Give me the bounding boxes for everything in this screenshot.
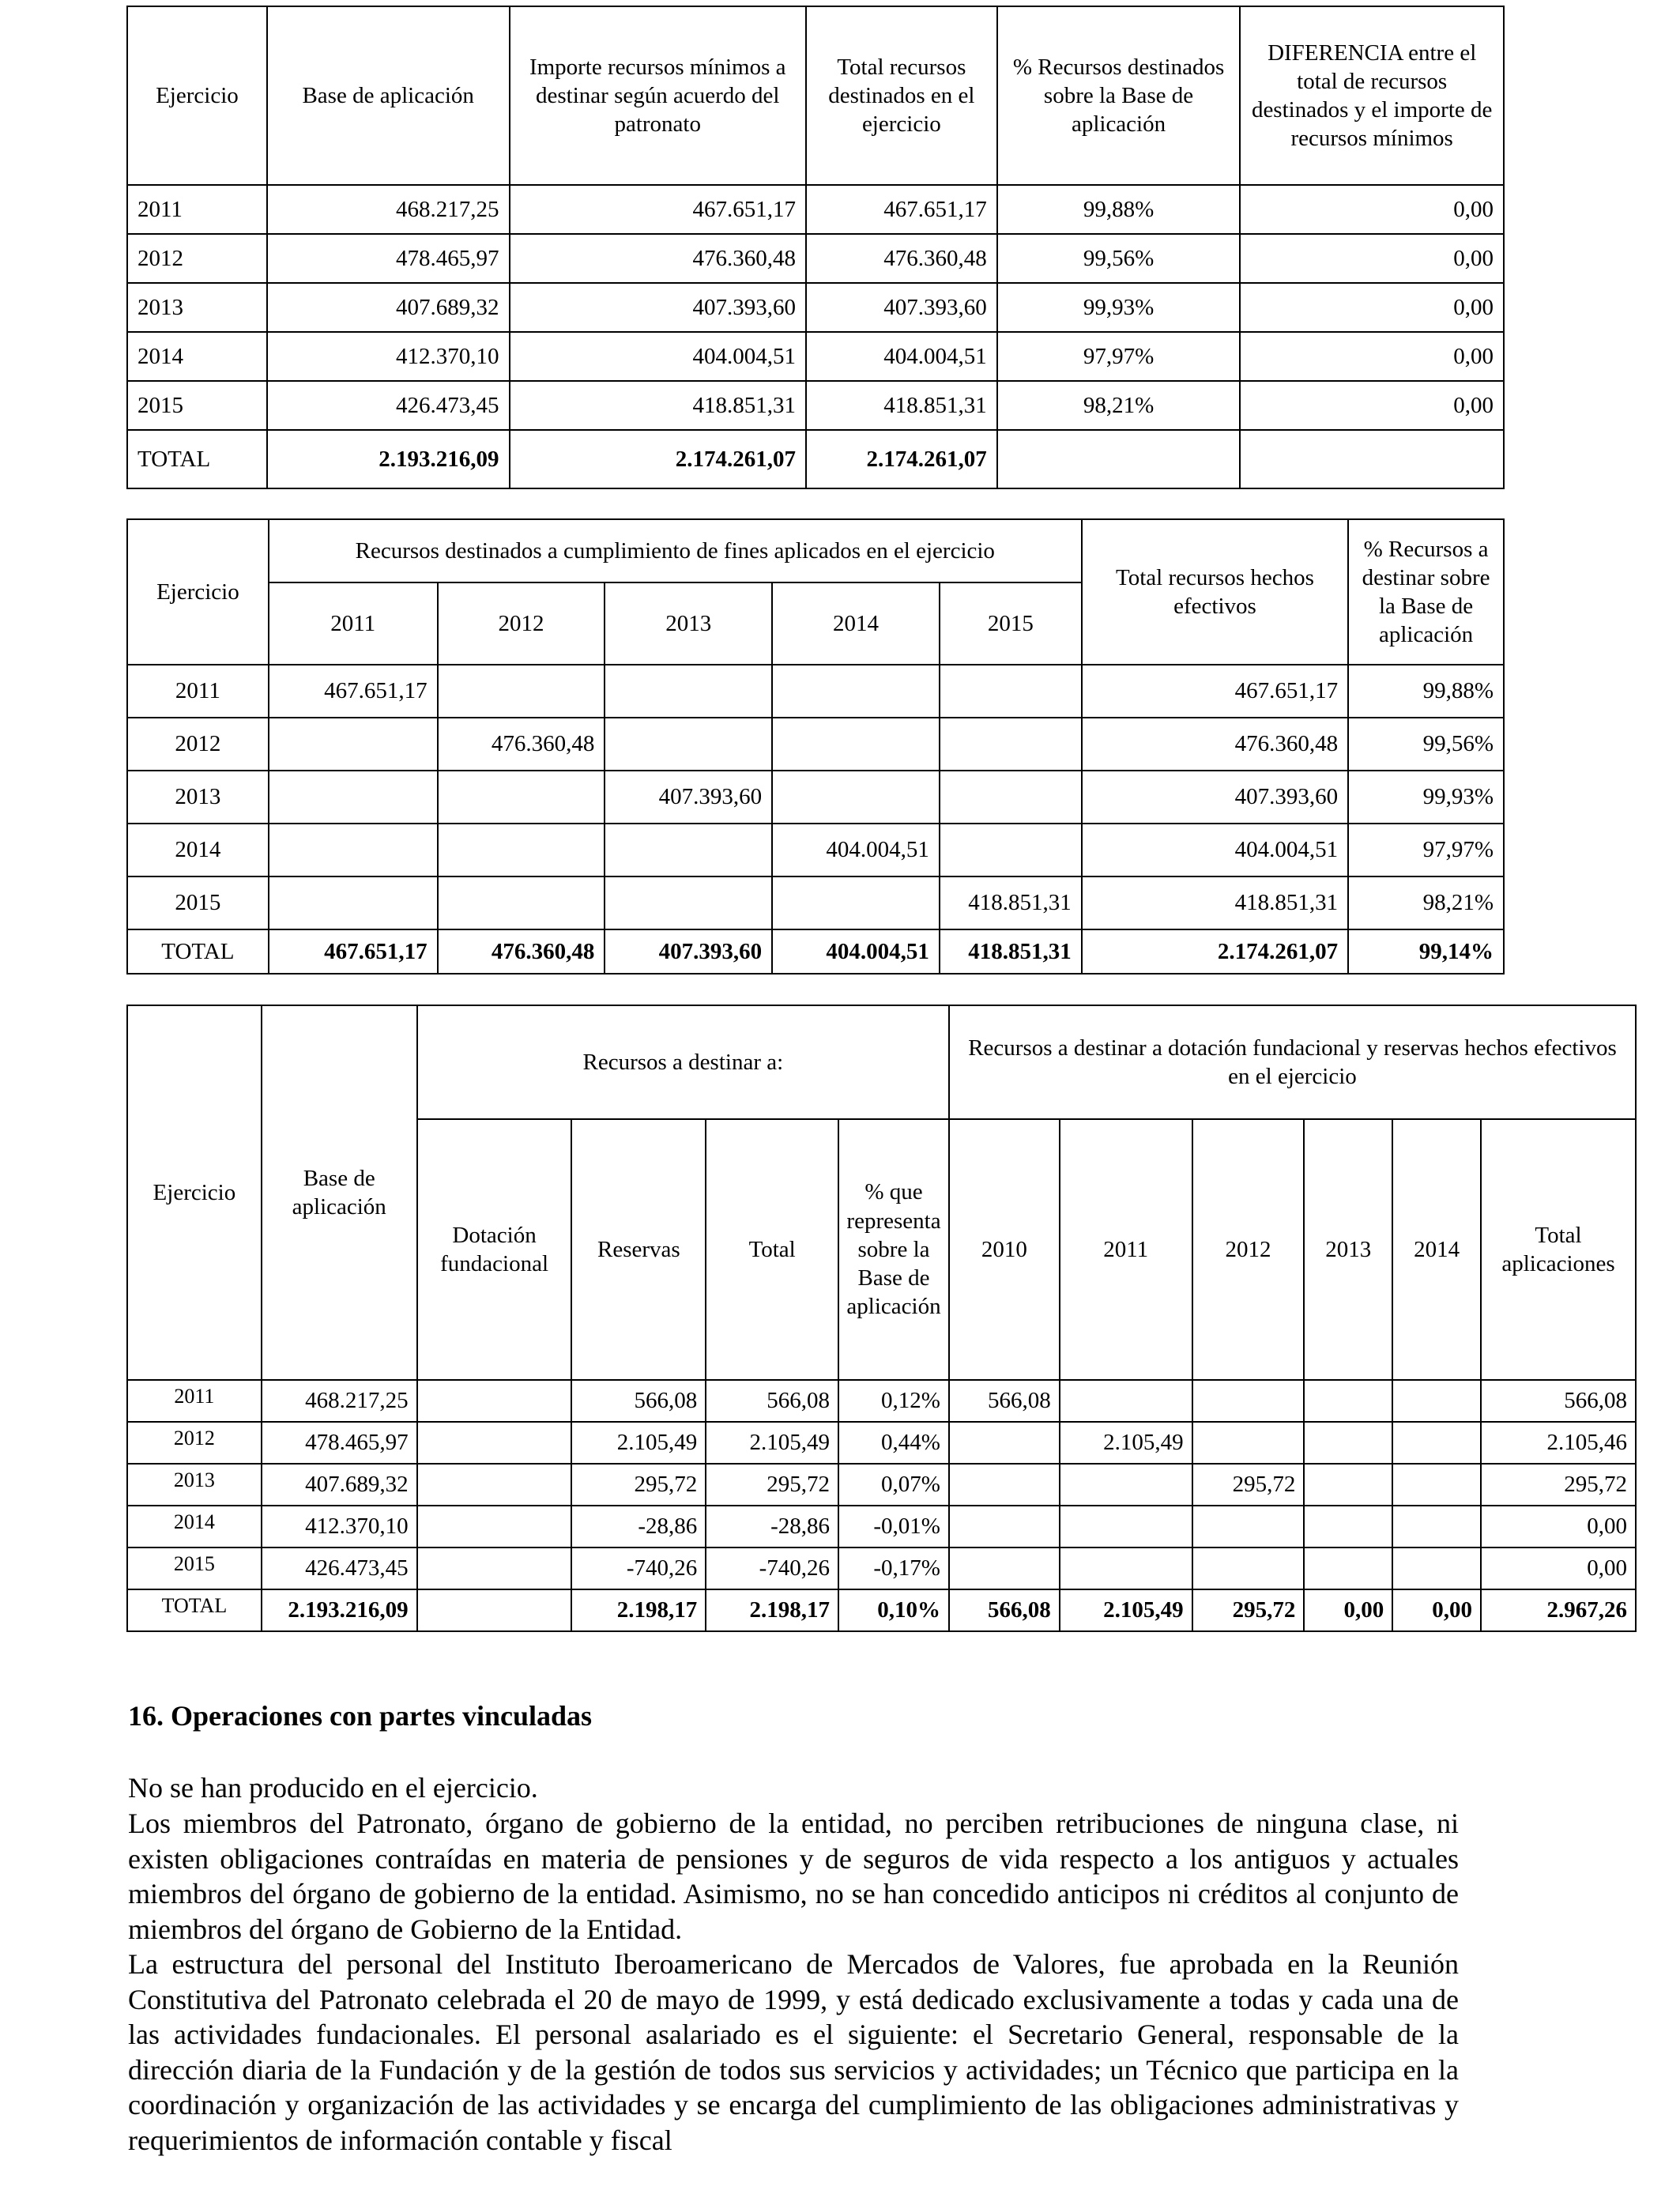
cell-value (1060, 1506, 1192, 1547)
table-header-row (127, 1005, 1636, 1119)
table-header-row (127, 519, 1504, 582)
table-row (127, 1547, 1636, 1589)
table-row (127, 234, 1504, 283)
cell-pct: 99,56% (1348, 718, 1504, 771)
cell-pct: 97,97% (997, 332, 1241, 381)
table-row (127, 1506, 1636, 1547)
header-year: 2010 (949, 1119, 1060, 1380)
header-ejercicio: Ejercicio (127, 6, 267, 185)
cell-value (1392, 1380, 1481, 1422)
header-year: 2013 (1304, 1119, 1392, 1380)
cell-value (1192, 1422, 1305, 1464)
cell-value (1304, 1547, 1392, 1589)
cell-value: 467.651,17 (1082, 665, 1348, 718)
cell-value: 0,00 (1240, 234, 1504, 283)
header-base: Base de aplicación (262, 1005, 417, 1380)
cell-total (1240, 430, 1504, 488)
cell-pct: 99,88% (1348, 665, 1504, 718)
cell-value (605, 824, 772, 876)
cell-total (417, 1589, 572, 1631)
cell-year: 2015 (127, 381, 267, 430)
cell-total: 467.651,17 (269, 929, 438, 974)
cell-total: 0,00 (1304, 1589, 1392, 1631)
cell-value: 476.360,48 (806, 234, 997, 283)
header-pct-destinar: % Recursos a destinar sobre la Base de aplicación (1348, 519, 1504, 665)
header-year: 2011 (1060, 1119, 1192, 1380)
cell-value (772, 771, 940, 824)
cell-value (772, 718, 940, 771)
header-total-aplicaciones: Total aplicaciones (1481, 1119, 1636, 1380)
cell-total: 2.193.216,09 (262, 1589, 417, 1631)
cell-value: 407.393,60 (510, 283, 806, 332)
cell-total-label: TOTAL (127, 430, 267, 488)
cell-year: 2014 (127, 824, 269, 876)
cell-value: 295,72 (706, 1464, 838, 1506)
cell-year: 2011 (127, 185, 267, 234)
cell-pct: -0,17% (838, 1547, 949, 1589)
cell-total: 407.393,60 (605, 929, 772, 974)
cell-value: 2.105,49 (706, 1422, 838, 1464)
cell-year: 2014 (127, 332, 267, 381)
header-total-hechos: Total recursos hechos efectivos (1082, 519, 1348, 665)
header-ejercicio: Ejercicio (127, 519, 269, 665)
cell-total (997, 430, 1241, 488)
cell-value: 566,08 (1481, 1380, 1636, 1422)
cell-value (949, 1547, 1060, 1589)
cell-value: 566,08 (571, 1380, 706, 1422)
cell-value (417, 1506, 572, 1547)
header-year: 2012 (438, 582, 605, 665)
cell-value: 478.465,97 (262, 1422, 417, 1464)
table-row (127, 718, 1504, 771)
cell-value: 407.689,32 (262, 1464, 417, 1506)
header-year: 2011 (269, 582, 438, 665)
cell-year: 2012 (127, 1422, 262, 1464)
cell-value (940, 771, 1082, 824)
paragraph-patronato: Los miembros del Patronato, órgano de gobierno de la entidad, no perciben retribuciones de ninguna clase, ni existen obligaciones contraídas en materia de pensiones y de seguros de vida respecto a los antiguos y actuales miembros del órgano de gobierno de la entidad. Asimismo, no se han concedido anticipos ni créditos al conjunto de miembros del órgano de Gobierno de la Entidad. (128, 1808, 1459, 1945)
table-header-row (127, 6, 1504, 185)
cell-pct: 97,97% (1348, 824, 1504, 876)
cell-value: 0,00 (1240, 381, 1504, 430)
cell-value: 476.360,48 (510, 234, 806, 283)
cell-pct: 0,44% (838, 1422, 949, 1464)
cell-value (1392, 1422, 1481, 1464)
cell-pct: 99,93% (997, 283, 1241, 332)
header-base: Base de aplicación (267, 6, 510, 185)
cell-value: -740,26 (706, 1547, 838, 1589)
table-row (127, 876, 1504, 929)
cell-value: 0,00 (1240, 185, 1504, 234)
cell-value: 418.851,31 (940, 876, 1082, 929)
cell-value: 566,08 (706, 1380, 838, 1422)
cell-value: 2.105,49 (571, 1422, 706, 1464)
cell-value (1060, 1547, 1192, 1589)
cell-total: 0,10% (838, 1589, 949, 1631)
cell-pct: 98,21% (997, 381, 1241, 430)
cell-value (1192, 1547, 1305, 1589)
cell-value: 476.360,48 (1082, 718, 1348, 771)
cell-value (1304, 1422, 1392, 1464)
table-row (127, 1422, 1636, 1464)
cell-value (438, 824, 605, 876)
cell-value (1304, 1506, 1392, 1547)
header-reservas: Reservas (571, 1119, 706, 1380)
cell-value: 478.465,97 (267, 234, 510, 283)
cell-value (1392, 1506, 1481, 1547)
cell-value (417, 1380, 572, 1422)
table-fines-aplicados (126, 518, 1505, 974)
paragraph-personal: La estructura del personal del Instituto Iberoamericano de Mercados de Valores, fue aprobada en la Reunión Constitutiva del Patronato celebrada el 20 de mayo de 1999, y está dedicado exclusivamente a todas y cada una de las actividades fundacionales. El personal asalariado es el siguiente: el Secretario General, responsable de la dirección diaria de la Fundación y de la gestión de todos sus servicios y actividades; un Técnico que participa en la coordinación y organización de las actividades y se encarga del cumplimiento de las obligaciones administrativas y requerimientos de información contable y fiscal (128, 1948, 1459, 2156)
table-row (127, 283, 1504, 332)
paragraph-no-operations: No se han producido en el ejercicio. (128, 1772, 538, 1804)
table-total-row (127, 929, 1504, 974)
cell-value (1392, 1464, 1481, 1506)
section-heading: 16. Operaciones con partes vinculadas (128, 1700, 593, 1732)
cell-value: 468.217,25 (262, 1380, 417, 1422)
cell-value (269, 718, 438, 771)
table-dotacion-reservas (126, 1005, 1637, 1632)
cell-value: 407.393,60 (1082, 771, 1348, 824)
cell-value: 418.851,31 (1082, 876, 1348, 929)
cell-value (1192, 1506, 1305, 1547)
cell-value: 404.004,51 (772, 824, 940, 876)
header-total-destinados: Total recursos destinados en el ejercicio (806, 6, 997, 185)
cell-total: 2.174.261,07 (510, 430, 806, 488)
cell-total: 418.851,31 (940, 929, 1082, 974)
cell-value (772, 876, 940, 929)
cell-value: 476.360,48 (438, 718, 605, 771)
cell-year: 2015 (127, 1547, 262, 1589)
table-row (127, 824, 1504, 876)
table-row (127, 1380, 1636, 1422)
cell-value (949, 1464, 1060, 1506)
cell-value: 295,72 (1192, 1464, 1305, 1506)
cell-total: 99,14% (1348, 929, 1504, 974)
cell-value (605, 876, 772, 929)
cell-value: -28,86 (706, 1506, 838, 1547)
cell-value: 404.004,51 (510, 332, 806, 381)
header-group-recursos: Recursos a destinar a: (417, 1005, 949, 1119)
header-group-fines: Recursos destinados a cumplimiento de fines aplicados en el ejercicio (269, 519, 1082, 582)
table-total-row (127, 1589, 1636, 1631)
cell-value: -740,26 (571, 1547, 706, 1589)
cell-value (605, 665, 772, 718)
cell-total: 0,00 (1392, 1589, 1481, 1631)
header-year: 2014 (1392, 1119, 1481, 1380)
cell-value: 2.105,49 (1060, 1422, 1192, 1464)
cell-total: 2.174.261,07 (806, 430, 997, 488)
cell-value (1304, 1380, 1392, 1422)
table-row (127, 332, 1504, 381)
cell-value: 412.370,10 (267, 332, 510, 381)
table-total-row (127, 430, 1504, 488)
cell-value: 295,72 (571, 1464, 706, 1506)
cell-pct: 98,21% (1348, 876, 1504, 929)
cell-year: 2014 (127, 1506, 262, 1547)
header-total: Total (706, 1119, 838, 1380)
cell-value (417, 1464, 572, 1506)
cell-value: 418.851,31 (806, 381, 997, 430)
cell-value: 468.217,25 (267, 185, 510, 234)
cell-value (438, 665, 605, 718)
header-diferencia: DIFERENCIA entre el total de recursos destinados y el importe de recursos mínimos (1240, 6, 1504, 185)
cell-value: 407.393,60 (806, 283, 997, 332)
cell-total: 2.193.216,09 (267, 430, 510, 488)
cell-value: 467.651,17 (269, 665, 438, 718)
cell-value (940, 665, 1082, 718)
cell-value (772, 665, 940, 718)
cell-total: 404.004,51 (772, 929, 940, 974)
header-group-dotacion: Recursos a destinar a dotación fundacional y reservas hechos efectivos en el ejercicio (949, 1005, 1636, 1119)
header-pct-recursos: % Recursos destinados sobre la Base de aplicación (997, 6, 1241, 185)
cell-value: 412.370,10 (262, 1506, 417, 1547)
cell-value (949, 1422, 1060, 1464)
cell-year: 2013 (127, 1464, 262, 1506)
cell-value (417, 1422, 572, 1464)
cell-value: 467.651,17 (806, 185, 997, 234)
table-row (127, 1464, 1636, 1506)
cell-value: 407.689,32 (267, 283, 510, 332)
header-year: 2015 (940, 582, 1082, 665)
header-dotacion: Dotación fundacional (417, 1119, 572, 1380)
header-year: 2013 (605, 582, 772, 665)
cell-year: 2013 (127, 283, 267, 332)
cell-value: 2.105,46 (1481, 1422, 1636, 1464)
cell-total: 2.198,17 (706, 1589, 838, 1631)
table-row (127, 185, 1504, 234)
cell-total: 2.174.261,07 (1082, 929, 1348, 974)
cell-total: 2.105,49 (1060, 1589, 1192, 1631)
cell-total: 566,08 (949, 1589, 1060, 1631)
cell-year: 2011 (127, 1380, 262, 1422)
cell-value (269, 876, 438, 929)
cell-total-label: TOTAL (127, 929, 269, 974)
cell-value (949, 1506, 1060, 1547)
cell-pct: 99,93% (1348, 771, 1504, 824)
cell-value (269, 824, 438, 876)
cell-value (1304, 1464, 1392, 1506)
cell-value (438, 771, 605, 824)
cell-value: 404.004,51 (1082, 824, 1348, 876)
cell-value: 0,00 (1481, 1547, 1636, 1589)
cell-value: 295,72 (1481, 1464, 1636, 1506)
cell-value: 407.393,60 (605, 771, 772, 824)
cell-value: 0,00 (1240, 283, 1504, 332)
table-minimum-resources (126, 6, 1505, 489)
cell-value (940, 718, 1082, 771)
cell-total: 2.198,17 (571, 1589, 706, 1631)
cell-total-label: TOTAL (127, 1589, 262, 1631)
cell-pct: 99,88% (997, 185, 1241, 234)
cell-total: 295,72 (1192, 1589, 1305, 1631)
cell-value (1060, 1464, 1192, 1506)
cell-pct: 0,12% (838, 1380, 949, 1422)
cell-year: 2011 (127, 665, 269, 718)
cell-value: 404.004,51 (806, 332, 997, 381)
cell-pct: 0,07% (838, 1464, 949, 1506)
header-pct: % que representa sobre la Base de aplicación (838, 1119, 949, 1380)
cell-value: 426.473,45 (267, 381, 510, 430)
cell-total: 2.967,26 (1481, 1589, 1636, 1631)
cell-value (438, 876, 605, 929)
header-ejercicio: Ejercicio (127, 1005, 262, 1380)
cell-value (269, 771, 438, 824)
cell-pct: -0,01% (838, 1506, 949, 1547)
cell-total: 476.360,48 (438, 929, 605, 974)
cell-value: 418.851,31 (510, 381, 806, 430)
cell-value: 426.473,45 (262, 1547, 417, 1589)
cell-value (1060, 1380, 1192, 1422)
cell-year: 2012 (127, 718, 269, 771)
cell-value (1192, 1380, 1305, 1422)
header-year: 2014 (772, 582, 940, 665)
cell-year: 2012 (127, 234, 267, 283)
cell-value: -28,86 (571, 1506, 706, 1547)
table-row (127, 381, 1504, 430)
cell-value: 0,00 (1481, 1506, 1636, 1547)
cell-value (605, 718, 772, 771)
cell-pct: 99,56% (997, 234, 1241, 283)
cell-value (940, 824, 1082, 876)
header-year: 2012 (1192, 1119, 1305, 1380)
cell-value (1392, 1547, 1481, 1589)
table-row (127, 771, 1504, 824)
cell-value: 566,08 (949, 1380, 1060, 1422)
cell-value: 0,00 (1240, 332, 1504, 381)
cell-value (417, 1547, 572, 1589)
header-importe-minimo: Importe recursos mínimos a destinar según acuerdo del patronato (510, 6, 806, 185)
cell-value: 467.651,17 (510, 185, 806, 234)
cell-year: 2015 (127, 876, 269, 929)
table-row (127, 665, 1504, 718)
cell-year: 2013 (127, 771, 269, 824)
